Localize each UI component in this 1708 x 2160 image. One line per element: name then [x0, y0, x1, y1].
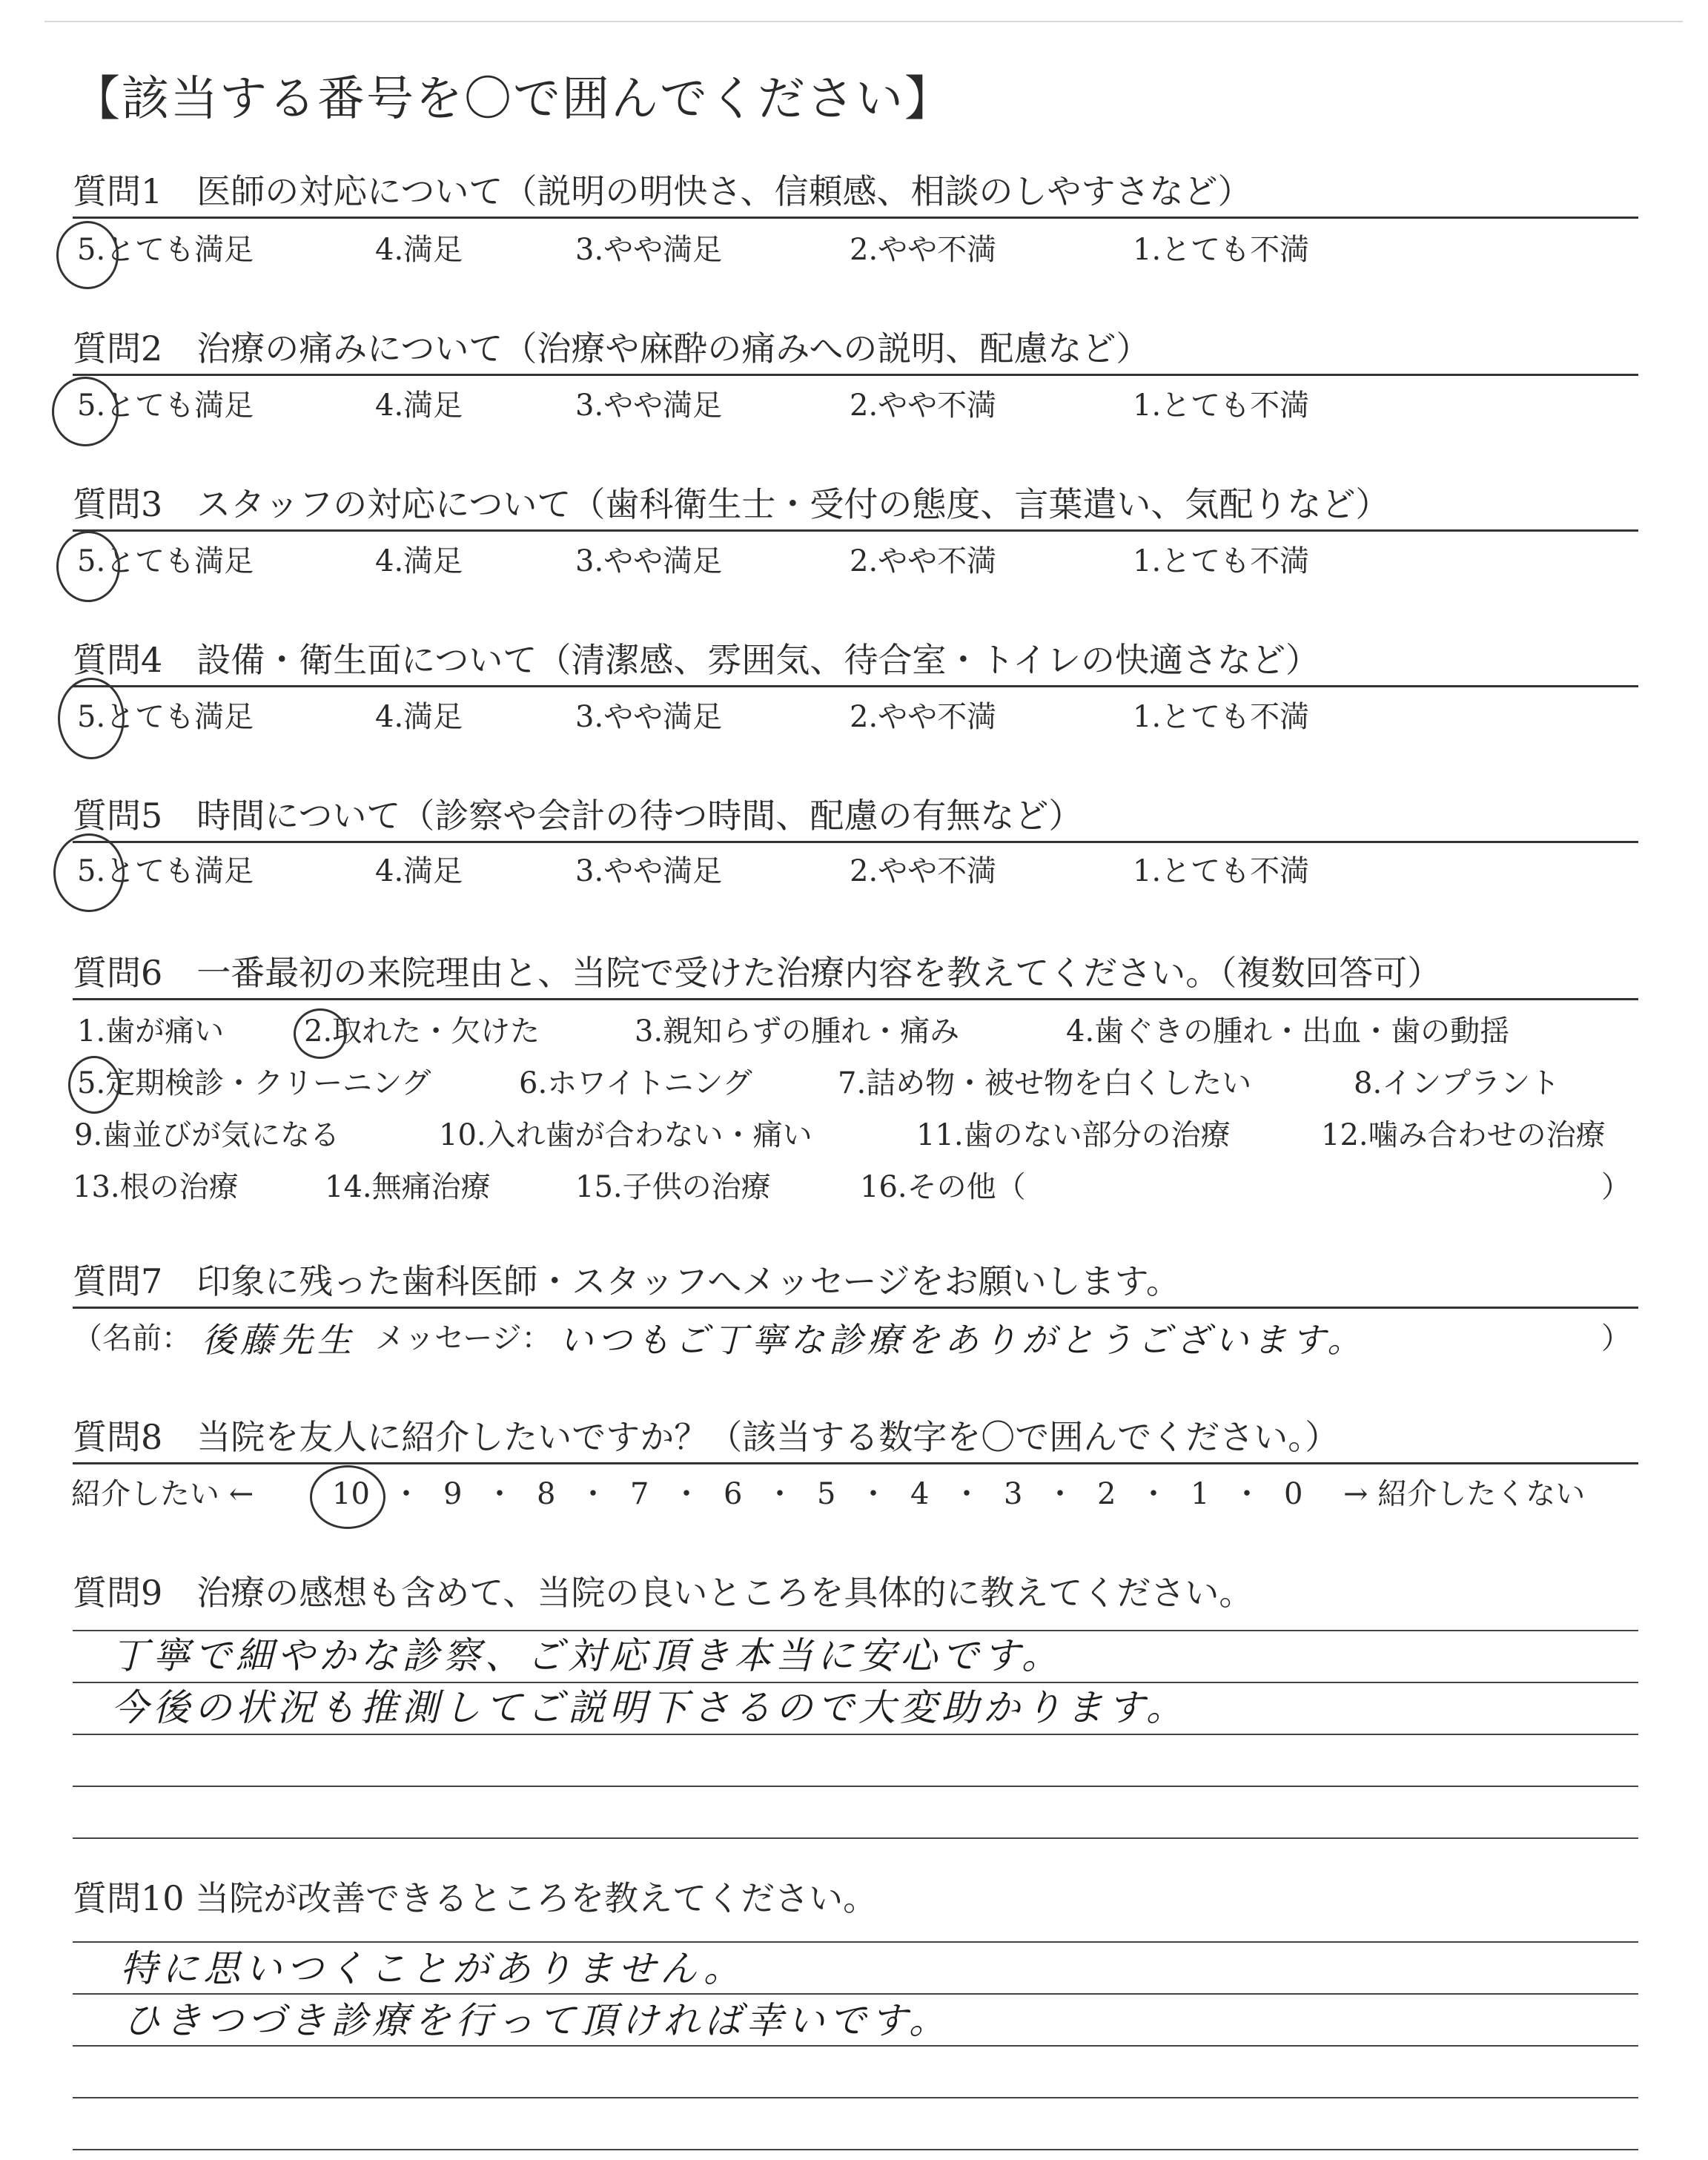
reason-option-14[interactable]: 14.無痛治療	[325, 1170, 491, 1204]
option-3[interactable]: 3.やや満足	[575, 854, 723, 888]
scale-dot: ・	[1045, 1477, 1075, 1511]
reason-option-11[interactable]: 11.歯のない部分の治療	[916, 1118, 1231, 1152]
option-5[interactable]: 5.とても満足	[77, 854, 254, 888]
option-4[interactable]: 4.満足	[375, 700, 463, 734]
answer-rule	[73, 1734, 1638, 1735]
option-5[interactable]: 5.とても満足	[77, 389, 254, 423]
option-2[interactable]: 2.やや不満	[850, 233, 997, 267]
name-handwritten: 後藤先生	[202, 1320, 356, 1360]
reason-option-5[interactable]: 5.定期検診・クリーニング	[77, 1066, 431, 1100]
option-1[interactable]: 1.とても不満	[1133, 389, 1310, 423]
option-4[interactable]: 4.満足	[375, 854, 463, 888]
selection-circle	[53, 833, 125, 912]
answer-rule	[73, 2149, 1638, 2150]
scale-6[interactable]: 6	[724, 1477, 743, 1511]
question-title: 質問5 時間について（診察や会計の待つ時間、配慮の有無など）	[73, 796, 1083, 836]
scale-10[interactable]: 10	[332, 1477, 370, 1511]
reason-option-15[interactable]: 15.子供の治療	[575, 1170, 771, 1204]
scale-0[interactable]: 0	[1284, 1477, 1303, 1511]
selection-circle	[294, 1008, 347, 1059]
question-title: 質問9 治療の感想も含めて、当院の良いところを具体的に教えてください。	[73, 1573, 1254, 1613]
name-label: （名前：	[73, 1321, 191, 1355]
scale-dot: ・	[672, 1477, 701, 1511]
reason-option-16[interactable]: 16.その他（	[860, 1170, 1026, 1204]
question-underline	[73, 1307, 1638, 1309]
reason-option-2[interactable]: 2.取れた・欠けた	[304, 1014, 540, 1048]
reason-option-1[interactable]: 1.歯が痛い	[77, 1014, 225, 1048]
reason-option-12[interactable]: 12.噛み合わせの治療	[1321, 1118, 1606, 1152]
question-underline	[73, 841, 1638, 843]
scale-dot: ・	[485, 1477, 514, 1511]
reason-option-3[interactable]: 3.親知らずの腫れ・痛み	[635, 1014, 960, 1048]
scale-9[interactable]: 9	[443, 1477, 463, 1511]
scale-5[interactable]: 5	[817, 1477, 836, 1511]
selection-circle	[56, 531, 120, 602]
answer-line-2: ひきつづき診療を行って頂ければ幸いです。	[123, 1999, 950, 2042]
option-4[interactable]: 4.満足	[375, 544, 463, 578]
answer-rule	[73, 1941, 1638, 1943]
option-2[interactable]: 2.やや不満	[850, 700, 997, 734]
message-label: メッセージ：	[375, 1321, 552, 1355]
scale-dot: ・	[1139, 1477, 1168, 1511]
option-3[interactable]: 3.やや満足	[575, 233, 723, 267]
answer-line-1: 特に思いつくことがありません。	[120, 1947, 745, 1990]
reason-option-9[interactable]: 9.歯並びが気になる	[74, 1118, 340, 1152]
selection-circle	[56, 221, 119, 289]
scale-4[interactable]: 4	[910, 1477, 930, 1511]
scale-dot: ・	[952, 1477, 982, 1511]
reason-option-6[interactable]: 6.ホワイトニング	[519, 1066, 752, 1100]
recommend-left-label: 紹介したい ←	[71, 1477, 254, 1511]
message-close-paren: ）	[1601, 1321, 1631, 1355]
question-underline	[73, 685, 1638, 687]
option-5[interactable]: 5.とても満足	[77, 544, 254, 578]
selection-circle	[52, 377, 119, 446]
scale-dot: ・	[858, 1477, 888, 1511]
question-underline	[73, 529, 1638, 532]
message-handwritten: いつもご丁寧な診療をありがとうございます。	[559, 1320, 1366, 1360]
question-underline	[73, 998, 1638, 1000]
recommend-right-label: → 紹介したくない	[1343, 1477, 1586, 1511]
scale-7[interactable]: 7	[630, 1477, 649, 1511]
answer-rule	[73, 1786, 1638, 1787]
question-title: 質問6 一番最初の来院理由と、当院で受けた治療内容を教えてください。（複数回答可）	[73, 953, 1442, 993]
answer-rule	[73, 2097, 1638, 2098]
option-2[interactable]: 2.やや不満	[850, 544, 997, 578]
scale-dot: ・	[1232, 1477, 1262, 1511]
reason-option-4[interactable]: 4.歯ぐきの腫れ・出血・歯の動揺	[1066, 1014, 1510, 1048]
reason-option-10[interactable]: 10.入れ歯が合わない・痛い	[439, 1118, 812, 1152]
scale-dot: ・	[578, 1477, 608, 1511]
question-underline	[73, 374, 1638, 376]
scale-dot: ・	[765, 1477, 795, 1511]
question-title: 質問3 スタッフの対応について（歯科衛生士・受付の態度、言葉遣い、気配りなど）	[73, 484, 1390, 524]
answer-line-2: 今後の状況も推測してご説明下さるので大変助かります。	[111, 1686, 1188, 1729]
question-underline	[73, 1462, 1638, 1464]
question-title: 質問8 当院を友人に紹介したいですか？（該当する数字を〇で囲んでください。）	[73, 1417, 1340, 1457]
scale-1[interactable]: 1	[1191, 1477, 1210, 1511]
question-title: 質問1 医師の対応について（説明の明快さ、信頼感、相談のしやすさなど）	[73, 171, 1252, 211]
scale-3[interactable]: 3	[1004, 1477, 1023, 1511]
reason-option-7[interactable]: 7.詰め物・被せ物を白くしたい	[838, 1066, 1252, 1100]
answer-rule	[73, 1630, 1638, 1631]
option-2[interactable]: 2.やや不満	[850, 389, 997, 423]
option-2[interactable]: 2.やや不満	[850, 854, 997, 888]
option-4[interactable]: 4.満足	[375, 233, 463, 267]
selection-circle	[58, 678, 125, 759]
answer-rule	[73, 1837, 1638, 1839]
selection-circle	[310, 1465, 385, 1529]
question-title: 質問2 治療の痛みについて（治療や麻酔の痛みへの説明、配慮など）	[73, 328, 1151, 369]
answer-rule	[73, 2045, 1638, 2047]
option-5[interactable]: 5.とても満足	[77, 700, 254, 734]
option-3[interactable]: 3.やや満足	[575, 544, 723, 578]
reason-option-13[interactable]: 13.根の治療	[73, 1170, 239, 1204]
scale-2[interactable]: 2	[1097, 1477, 1116, 1511]
answer-rule	[73, 1682, 1638, 1683]
option-1[interactable]: 1.とても不満	[1133, 544, 1310, 578]
top-border	[44, 21, 1683, 22]
option-1[interactable]: 1.とても不満	[1133, 854, 1310, 888]
option-5[interactable]: 5.とても満足	[77, 233, 254, 267]
question-title: 質問7 印象に残った歯科医師・スタッフへメッセージをお願いします。	[73, 1261, 1180, 1301]
scale-dot: ・	[391, 1477, 421, 1511]
option-4[interactable]: 4.満足	[375, 389, 463, 423]
option-1[interactable]: 1.とても不満	[1133, 700, 1310, 734]
reason-option-8[interactable]: 8.インプラント	[1354, 1066, 1560, 1100]
answer-rule	[73, 1993, 1638, 1995]
option-3[interactable]: 3.やや満足	[575, 389, 723, 423]
scale-8[interactable]: 8	[537, 1477, 556, 1511]
question-title: 質問4 設備・衛生面について（清潔感、雰囲気、待合室・トイレの快適さなど）	[73, 640, 1320, 680]
option-1[interactable]: 1.とても不満	[1133, 233, 1310, 267]
other-close-paren: ）	[1601, 1170, 1631, 1204]
form-heading: 【該当する番号を〇で囲んでください】	[73, 72, 953, 127]
selection-circle	[68, 1056, 120, 1114]
option-3[interactable]: 3.やや満足	[575, 700, 723, 734]
question-title: 質問10 当院が改善できるところを教えてください。	[73, 1878, 878, 1918]
answer-line-1: 丁寧で細やかな診察、ご対応頂き本当に安心です。	[111, 1634, 1063, 1677]
question-underline	[73, 217, 1638, 219]
